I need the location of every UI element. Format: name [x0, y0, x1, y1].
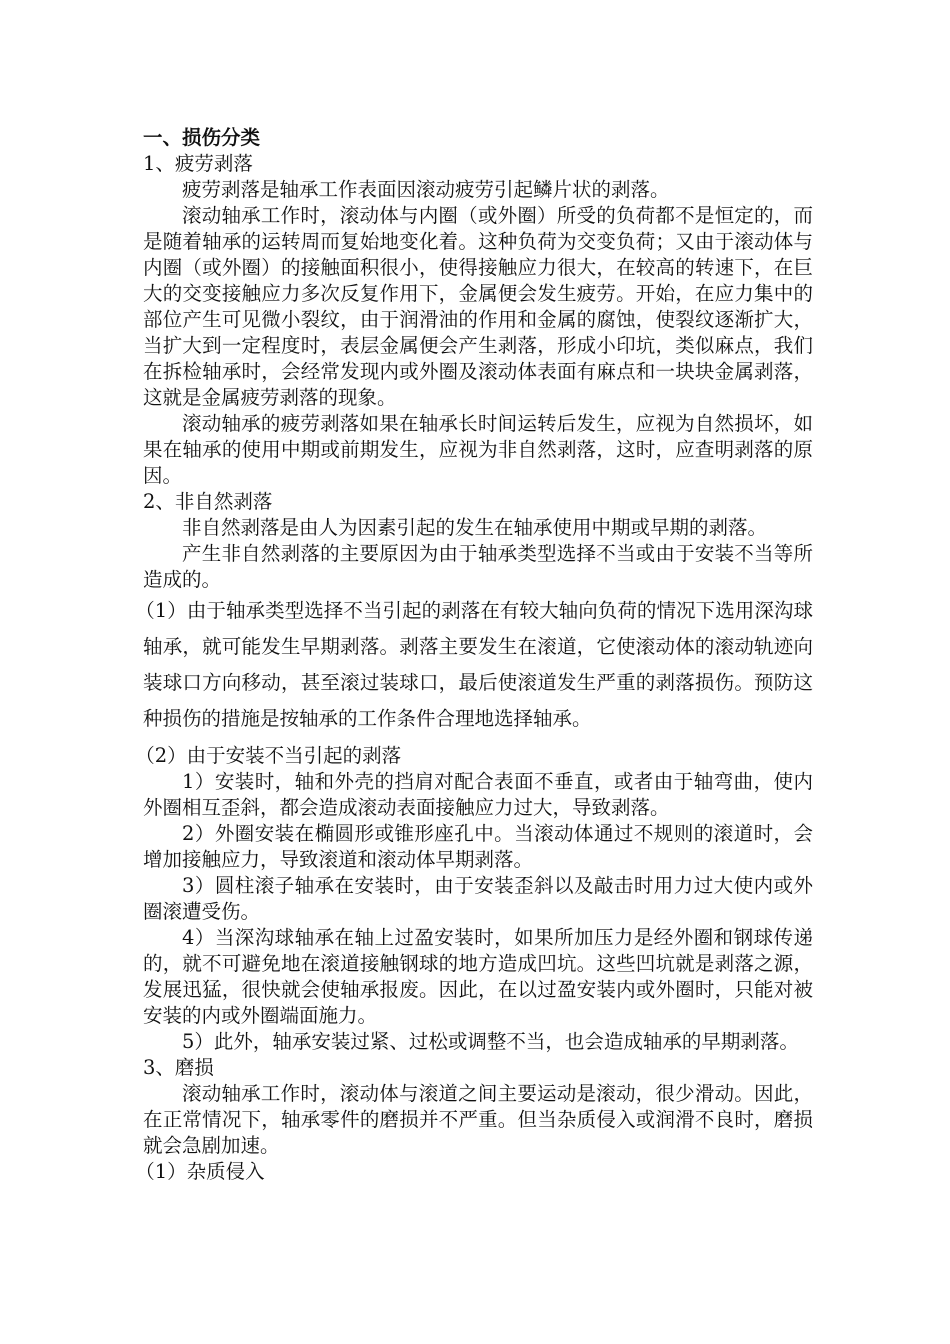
- paragraph: 滚动轴承的疲劳剥落如果在轴承长时间运转后发生，应视为自然损坏，如果在轴承的使用中期或前期发生，应视为非自然剥落，这时，应查明剥落的原因。: [143, 412, 813, 487]
- list-item: （1）杂质侵入: [135, 1160, 265, 1183]
- paragraph: 非自然剥落是由人为因素引起的发生在轴承使用中期或早期的剥落。: [182, 516, 768, 539]
- sub-list-item: 4）当深沟球轴承在轴上过盈安装时，如果所加压力是经外圈和钢球传递的，就不可避免地在滚道接触钢球的地方造成凹坑。这些凹坑就是剥落之源，发展迅猛，很快就会使轴承报废。因此，在以过盈安装内或外圈时，只能对被安装的内或外圈端面施力。: [143, 926, 813, 1027]
- sub-list-item: 1）安装时，轴和外壳的挡肩对配合表面不垂直，或者由于轴弯曲，使内外圈相互歪斜，都会造成滚动表面接触应力过大，导致剥落。: [143, 770, 813, 819]
- subsection-title-wear: 3、磨损: [143, 1056, 214, 1079]
- document-body: [135, 125, 813, 1185]
- paragraph: 滚动轴承工作时，滚动体与滚道之间主要运动是滚动，很少滑动。因此，在正常情况下，轴承零件的磨损并不严重。但当杂质侵入或润滑不良时，磨损就会急剧加速。: [143, 1082, 813, 1157]
- subsection-title-fatigue-spalling: 1、疲劳剥落: [143, 152, 253, 175]
- paragraph: 产生非自然剥落的主要原因为由于轴承类型选择不当或由于安装不当等所造成的。: [143, 542, 813, 591]
- subsection-title-unnatural-spalling: 2、非自然剥落: [143, 490, 273, 513]
- list-item: （2）由于安装不当引起的剥落: [135, 744, 402, 767]
- paragraph: 疲劳剥落是轴承工作表面因滚动疲劳引起鳞片状的剥落。: [182, 178, 670, 201]
- sub-list-item: 2）外圈安装在椭圆形或锥形座孔中。当滚动体通过不规则的滚道时，会增加接触应力，导致滚道和滚动体早期剥落。: [143, 822, 813, 871]
- sub-list-item: 5）此外，轴承安装过紧、过松或调整不当，也会造成轴承的早期剥落。: [182, 1030, 799, 1053]
- paragraph: 滚动轴承工作时，滚动体与内圈（或外圈）所受的负荷都不是恒定的，而是随着轴承的运转周而复始地变化着。这种负荷为交变负荷；又由于滚动体与内圈（或外圈）的接触面积很小，使得接触应力很大，在较高的转速下，在巨大的交变接触应力多次反复作用下，金属便会发生疲劳。开始，在应力集中的部位产生可见微小裂纹，由于润滑油的作用和金属的腐蚀，使裂纹逐渐扩大，当扩大到一定程度时，表层金属便会产生剥落，形成小印坑，类似麻点，我们在拆检轴承时，会经常发现内或外圈及滚动体表面有麻点和一块块金属剥落，这就是金属疲劳剥落的现象。: [143, 204, 813, 409]
- list-item: （1）由于轴承类型选择不当引起的剥落在有较大轴向负荷的情况下选用深沟球轴承，就可能发生早期剥落。剥落主要发生在滚道，它使滚动体的滚动轨迹向装球口方向移动，甚至滚过装球口，最后使滚道发生严重的剥落损伤。预防这种损伤的措施是按轴承的工作条件合理地选择轴承。: [135, 599, 813, 730]
- sub-list-item: 3）圆柱滚子轴承在安装时，由于安装歪斜以及敲击时用力过大使内或外圈滚遭受伤。: [143, 874, 813, 923]
- section-heading: 一、损伤分类: [143, 126, 261, 149]
